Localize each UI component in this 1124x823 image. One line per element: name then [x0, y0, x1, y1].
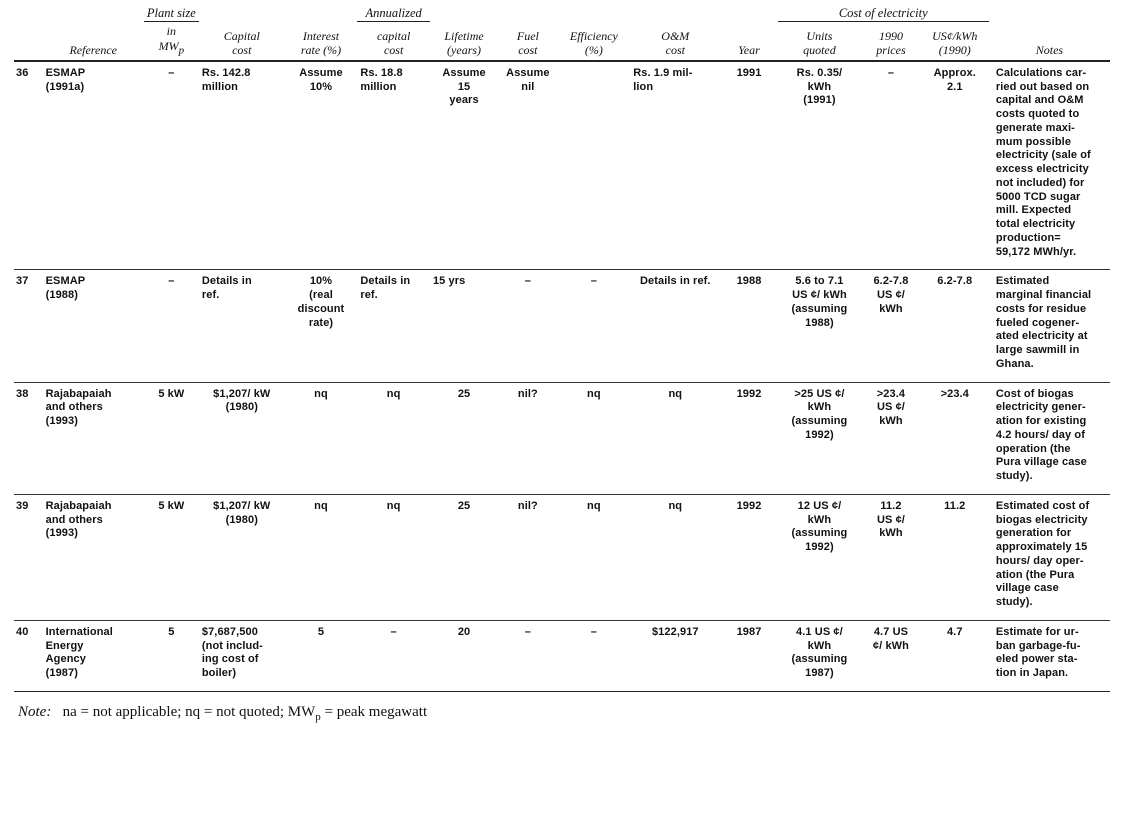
cell-efficiency: – — [558, 620, 631, 691]
cell-fuel-cost: – — [498, 270, 557, 382]
cell-reference: ESMAP (1988) — [43, 270, 144, 382]
cell-row-number: 38 — [14, 382, 43, 494]
cell-lifetime: Assume 15 years — [442, 66, 486, 107]
cell-us-cents-kwh: 11.2 — [921, 494, 989, 620]
cell-plant-size: 5 — [144, 620, 199, 691]
footnote-subscript: p — [315, 710, 321, 723]
header-ann-cap-line1: capital — [376, 28, 411, 43]
header-fuel-cost — [498, 22, 557, 61]
cell-notes: Estimate for ur- ban garbage-fu- eled power sta- tion in Japan. — [989, 620, 1110, 691]
header-annualized-capital-cost — [357, 22, 430, 61]
header-efficiency-line1: Efficiency — [569, 28, 618, 43]
header-lifetime — [430, 22, 498, 61]
header-notes — [989, 22, 1110, 61]
cell-year: 1992 — [720, 494, 777, 620]
table-header — [14, 6, 1110, 61]
header-interest-rate — [285, 22, 358, 61]
cell-interest-rate: nq — [285, 382, 358, 494]
header-efficiency-line2: (%) — [584, 42, 603, 57]
cell-annualized-capital-cost: Details in ref. — [357, 270, 430, 382]
cell-om-cost: nq — [630, 494, 720, 620]
cell-units-quoted: Rs. 0.35/ kWh (1991) — [796, 66, 843, 107]
cell-1990-prices: >23.4 US ¢/ kWh — [861, 382, 920, 494]
cell-interest-rate: 5 — [285, 620, 358, 691]
cell-om-cost: $122,917 — [630, 620, 720, 691]
table-body — [14, 61, 1110, 692]
cell-lifetime: 15 yrs — [430, 270, 498, 382]
cell-year: 1988 — [720, 270, 777, 382]
header-uscents-line2: (1990) — [938, 42, 971, 57]
cell-capital-cost: $1,207/ kW (1980) — [199, 382, 285, 494]
cell-interest-rate: nq — [285, 494, 358, 620]
header-fuel-line2: cost — [518, 42, 538, 57]
cell-year: 1991 — [736, 66, 762, 79]
footnote-text-2: = peak megawatt — [320, 703, 428, 720]
cell-efficiency: nq — [558, 494, 631, 620]
group-spacer-1 — [14, 6, 43, 22]
header-capital-cost-line1: Capital — [223, 28, 260, 43]
cell-notes: Estimated marginal financial costs for residue fueled cogener- ated electricity at large sawmill in Ghana. — [989, 270, 1110, 382]
cell-om-cost: nq — [630, 382, 720, 494]
cell-om-cost: Rs. 1.9 mil- lion — [633, 66, 693, 93]
group-spacer-10 — [989, 6, 1110, 22]
group-spacer-6 — [498, 6, 557, 22]
cell-units-quoted: 4.1 US ¢/ kWh (assuming 1987) — [778, 620, 862, 691]
header-ann-cap-line2: cost — [383, 42, 404, 57]
cell-capital-cost: $7,687,500 (not includ- ing cost of boiler) — [199, 620, 285, 691]
cell-lifetime: 20 — [430, 620, 498, 691]
header-fuel-line1: Fuel — [516, 28, 539, 43]
header-om-line2: cost — [665, 42, 685, 57]
cell-year: 1987 — [720, 620, 777, 691]
header-year — [720, 22, 777, 61]
header-interest-rate-line1: Interest — [302, 28, 340, 43]
cell-units-quoted: 5.6 to 7.1 US ¢/ kWh (assuming 1988) — [778, 270, 862, 382]
cell-us-cents-kwh: 6.2-7.8 — [921, 270, 989, 382]
cell-capital-cost: Rs. 142.8 million — [201, 66, 251, 93]
cell-efficiency: – — [558, 270, 631, 382]
header-capital-cost — [199, 22, 285, 61]
header-uscents-line1: US¢/kWh — [932, 28, 978, 43]
cell-fuel-cost: nil? — [498, 494, 557, 620]
header-capital-cost-line2: cost — [232, 42, 252, 57]
group-header-cost-of-electricity: Cost of electricity — [778, 6, 989, 22]
cell-annualized-capital-cost: – — [357, 620, 430, 691]
cell-1990-prices: 11.2 US ¢/ kWh — [861, 494, 920, 620]
header-label-row — [14, 22, 1110, 61]
footnote-text-1: na = not applicable; nq = not quoted; MW — [62, 703, 316, 720]
table-row — [14, 270, 1110, 382]
cost-of-electricity-table — [14, 6, 1110, 692]
header-efficiency — [558, 22, 631, 61]
header-plant-size — [144, 22, 199, 61]
cell-row-number: 40 — [14, 620, 43, 691]
header-plant-size-line2: MWp — [158, 38, 185, 56]
group-spacer-3 — [199, 6, 285, 22]
header-units-quoted — [778, 22, 862, 61]
header-units-line2: quoted — [803, 42, 836, 57]
cell-lifetime: 25 — [430, 494, 498, 620]
header-lifetime-line1: Lifetime — [444, 28, 484, 43]
subscript-p: p — [178, 43, 185, 56]
header-us-cents-kwh — [921, 22, 989, 61]
group-spacer-5 — [430, 6, 498, 22]
cell-plant-size: – — [144, 270, 199, 382]
header-plant-size-line1: in — [166, 24, 177, 39]
header-prices-line2: prices — [876, 42, 906, 57]
header-year-label: Year — [738, 42, 760, 57]
cell-row-number: 36 — [16, 66, 29, 79]
cell-efficiency: nq — [558, 382, 631, 494]
cell-annualized-capital-cost: Rs. 18.8 million — [360, 66, 403, 93]
group-spacer-7 — [558, 6, 631, 22]
header-om-line1: O&M — [661, 28, 690, 43]
group-spacer-8 — [630, 6, 720, 22]
table-row — [14, 620, 1110, 691]
cell-om-cost: Details in ref. — [630, 270, 720, 382]
cell-us-cents-kwh: >23.4 — [921, 382, 989, 494]
header-1990-prices — [861, 22, 920, 61]
table-row — [14, 494, 1110, 620]
cell-reference: ESMAP (1991a) — [45, 66, 86, 93]
header-reference-label: Reference — [69, 42, 117, 57]
cell-lifetime: 25 — [430, 382, 498, 494]
cell-plant-size: – — [168, 66, 175, 79]
cell-row-number: 39 — [14, 494, 43, 620]
cell-notes: Estimated cost of biogas electricity generation for approximately 15 hours/ day oper- ation (the Pura village case study). — [989, 494, 1110, 620]
cell-fuel-cost: Assume nil — [506, 66, 550, 93]
header-units-line1: Units — [806, 28, 833, 43]
cell-notes: Calculations car- ried out based on capital and O&M costs quoted to generate maxi- mum possible electricity (sale of excess electricity not included) for 5000 TCD sugar mill. Expected total electricity production= 59,172 MWh/yr. — [995, 66, 1091, 258]
cell-reference: International Energy Agency (1987) — [43, 620, 144, 691]
cell-interest-rate: Assume 10% — [299, 66, 343, 93]
cell-us-cents-kwh: Approx. 2.1 — [933, 66, 976, 93]
header-om-cost — [630, 22, 720, 61]
table-footnote — [14, 704, 1110, 723]
footnote-label: Note: — [18, 703, 52, 720]
header-notes-label: Notes — [1035, 42, 1064, 57]
group-spacer-4 — [285, 6, 358, 22]
table-row — [14, 382, 1110, 494]
cell-plant-size: 5 kW — [144, 494, 199, 620]
cell-annualized-capital-cost: nq — [357, 494, 430, 620]
header-interest-rate-line2: rate (%) — [300, 42, 342, 57]
cell-1990-prices: 4.7 US ¢/ kWh — [861, 620, 920, 691]
header-group-row — [14, 6, 1110, 22]
cell-year: 1992 — [720, 382, 777, 494]
cell-capital-cost: Details in ref. — [199, 270, 285, 382]
cell-annualized-capital-cost: nq — [357, 382, 430, 494]
cell-1990-prices: – — [887, 66, 895, 79]
cell-interest-rate: 10% (real discount rate) — [285, 270, 358, 382]
header-prices-line1: 1990 — [878, 28, 903, 43]
cell-units-quoted: >25 US ¢/ kWh (assuming 1992) — [778, 382, 862, 494]
group-header-plant-size: Plant size — [144, 6, 199, 22]
group-spacer-9 — [720, 6, 777, 22]
cell-plant-size: 5 kW — [144, 382, 199, 494]
cell-reference: Rajabapaiah and others (1993) — [43, 382, 144, 494]
cell-capital-cost: $1,207/ kW (1980) — [199, 494, 285, 620]
header-lifetime-line2: (years) — [447, 42, 482, 57]
cell-units-quoted: 12 US ¢/ kWh (assuming 1992) — [778, 494, 862, 620]
cell-row-number: 37 — [14, 270, 43, 382]
cell-1990-prices: 6.2-7.8 US ¢/ kWh — [861, 270, 920, 382]
group-spacer-2 — [43, 6, 144, 22]
header-blank — [14, 22, 43, 61]
group-header-annualized: Annualized — [357, 6, 430, 22]
cell-fuel-cost: nil? — [498, 382, 557, 494]
cell-efficiency — [558, 61, 631, 270]
cell-notes: Cost of biogas electricity gener- ation for existing 4.2 hours/ day of operation (the Pura village case study). — [989, 382, 1110, 494]
table-row — [14, 61, 1110, 270]
header-reference — [43, 22, 144, 61]
cell-reference: Rajabapaiah and others (1993) — [43, 494, 144, 620]
cell-us-cents-kwh: 4.7 — [921, 620, 989, 691]
cell-fuel-cost: – — [498, 620, 557, 691]
